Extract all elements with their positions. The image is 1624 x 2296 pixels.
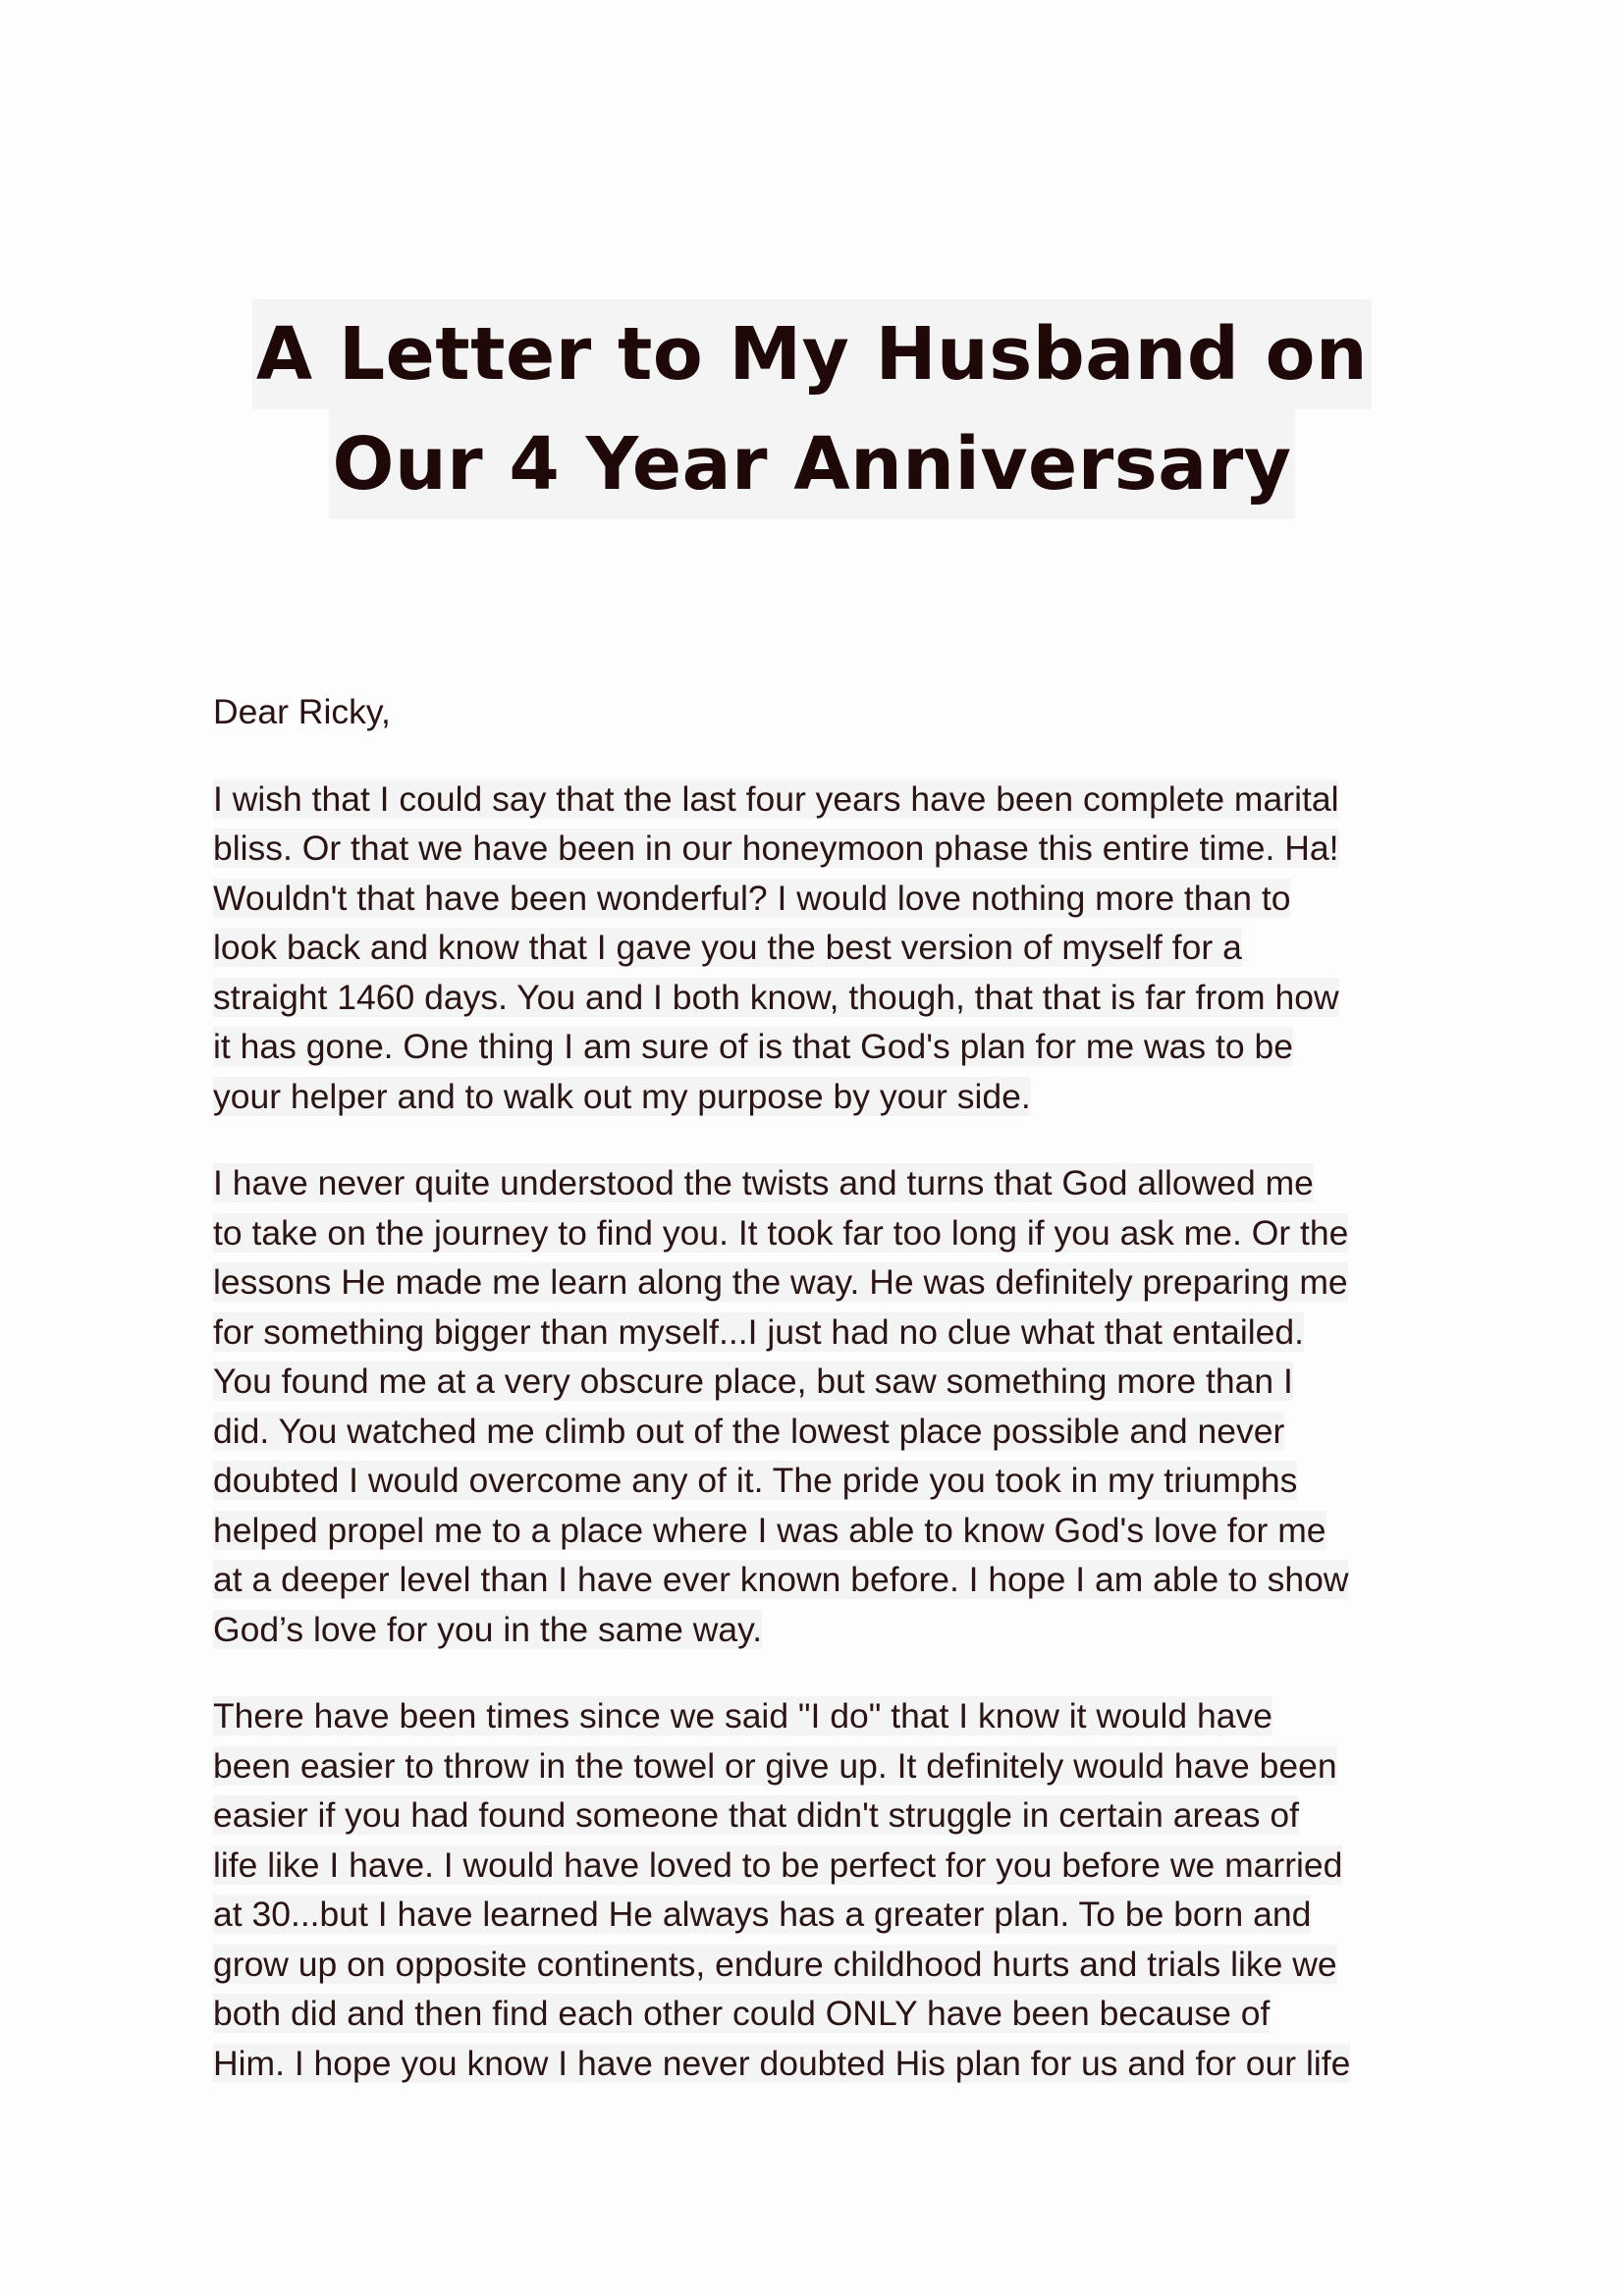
text-line: at 30...but I have learned He always has a greater plan. To be born and — [213, 1895, 1312, 1934]
text-line: Wouldn't that have been wonderful? I would love nothing more than to — [213, 878, 1291, 918]
text-line: for something bigger than myself...I just had no clue what that entailed. — [213, 1311, 1305, 1352]
page-title — [0, 299, 1624, 519]
text-line: it has gone. One thing I am sure of is that God's plan for me was to be — [213, 1027, 1293, 1066]
text-line: been easier to throw in the towel or give up. It definitely would have been — [213, 1745, 1337, 1786]
text-line: You found me at a very obscure place, but saw something more than I — [213, 1362, 1293, 1401]
text-line: easier if you had found someone that didn't struggle in certain areas of — [213, 1795, 1299, 1835]
text-line: I have never quite understood the twists and turns that God allowed me — [213, 1163, 1314, 1202]
text-line: life like I have. I would have loved to be perfect for you before we married — [213, 1844, 1343, 1885]
text-line: look back and know that I gave you the best version of myself for a — [213, 928, 1242, 967]
text-line: at a deeper level than I have ever known before. I hope I am able to show — [213, 1560, 1349, 1599]
paragraph-3 — [213, 1691, 1431, 2088]
text-line: your helper and to walk out my purpose by your side. — [213, 1076, 1031, 1116]
text-line: lessons He made me learn along the way. He was definitely preparing me — [213, 1262, 1348, 1302]
text-line: There have been times since we said "I do" that I know it would have — [213, 1696, 1272, 1735]
text-line: bliss. Or that we have been in our honeymoon phase this entire time. Ha! — [213, 828, 1339, 868]
letter-body — [213, 687, 1431, 2125]
text-line: grow up on opposite continents, endure childhood hurts and trials like we — [213, 1944, 1337, 1984]
text-line: helped propel me to a place where I was able to know God's love for me — [213, 1510, 1326, 1550]
title-line-2: Our 4 Year Anniversary — [329, 409, 1296, 519]
text-line: both did and then find each other could ONLY have been because of — [213, 1994, 1271, 2033]
text-line: straight 1460 days. You and I both know, though, that that is far from how — [213, 977, 1339, 1017]
text-line: God’s love for you in the same way. — [213, 1609, 763, 1649]
text-line: to take on the journey to find you. It took far too long if you ask me. Or the — [213, 1212, 1349, 1253]
greeting: Dear Ricky, — [213, 692, 391, 731]
text-line: did. You watched me climb out of the lowest place possible and never — [213, 1411, 1285, 1451]
paragraph-1 — [213, 774, 1431, 1122]
text-line: Him. I hope you know I have never doubted His plan for us and for our life — [213, 2043, 1351, 2083]
text-line: I wish that I could say that the last four years have been complete marital — [213, 778, 1339, 819]
text-line: doubted I would overcome any of it. The pride you took in my triumphs — [213, 1461, 1298, 1500]
paragraph-2 — [213, 1158, 1431, 1654]
title-line-1: A Letter to My Husband on — [252, 299, 1372, 409]
